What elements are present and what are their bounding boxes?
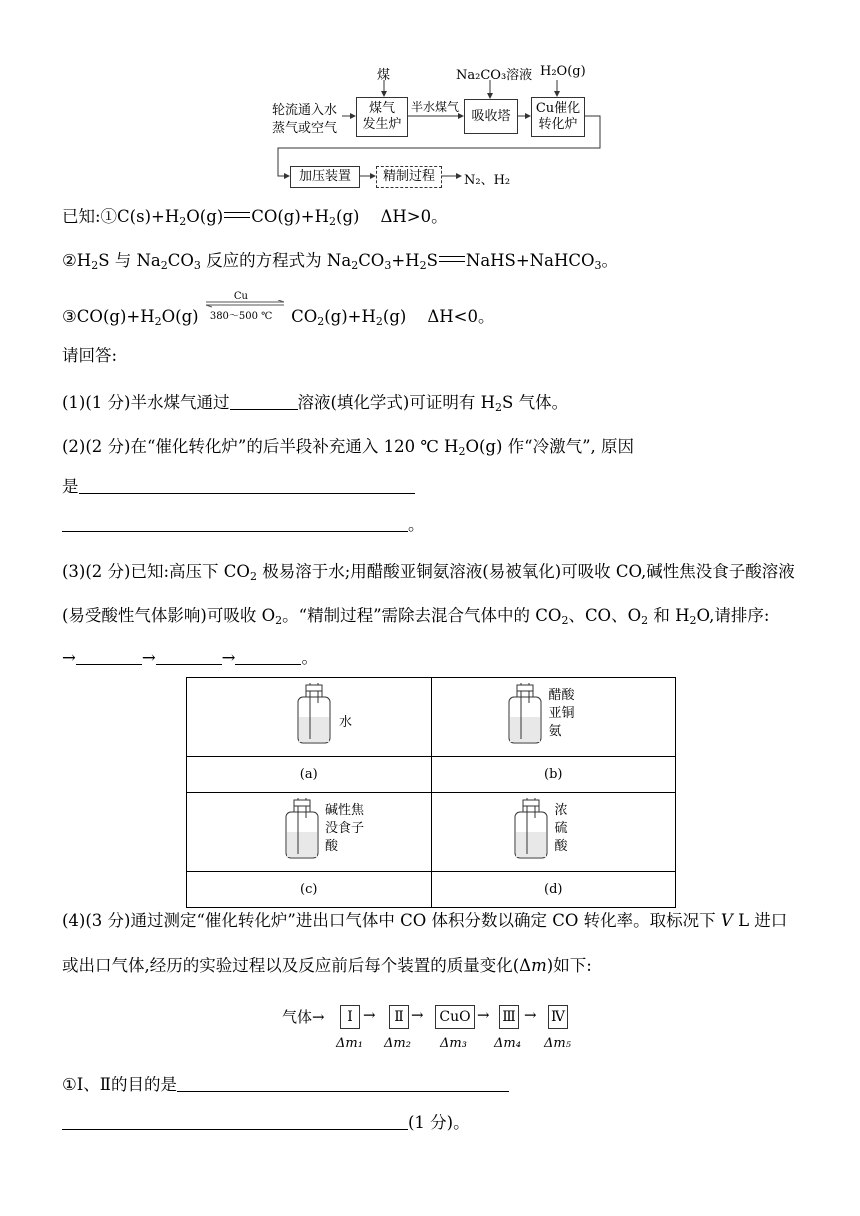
question-2-answer-line-1: 是 <box>62 476 415 498</box>
known-eq-1: 已知$:①C(s)+H_2O(g)$ $CO(g)+H_2(g)$ ΔH>0。 <box>62 207 448 228</box>
label-alkaline-pyrogallol: 碱性焦 没食子 酸 <box>325 803 365 854</box>
ask-prompt: 请回答: <box>62 346 118 365</box>
product-label: N₂、H₂ <box>464 173 511 188</box>
arrow-label-semiwater-gas: 半水煤气 <box>411 100 460 114</box>
label-water: 水 <box>339 715 353 730</box>
apparatus-table <box>186 677 676 908</box>
question-4: (4)(3 分)通过测定“催化转化炉”进出口气体中 CO 体积分数以确定 CO 转化率。取标况下 V L 进口 <box>62 911 788 930</box>
gasifier-label-1: 煤气 <box>368 101 395 116</box>
delta-m3: Δm₃ <box>440 1036 467 1051</box>
equals-sign <box>224 212 250 218</box>
device-3: Ⅲ <box>499 1005 519 1029</box>
answer-blank[interactable] <box>177 1075 509 1092</box>
arrow: → <box>524 1006 537 1024</box>
question-4-sub-1: ①Ⅰ、Ⅱ的目的是 <box>62 1074 509 1096</box>
question-3: (3)(2 分)已知:高压下 $CO_2$ 极易溶于水;用醋酸亚铜氨溶液(易被氧化)可吸收 CO,碱性焦没食子酸溶液 <box>62 562 795 583</box>
device-4: Ⅳ <box>548 1005 568 1029</box>
wash-bottle-icon <box>511 798 551 862</box>
apparatus-a-cell <box>187 678 432 757</box>
apparatus-c-cell <box>187 793 432 872</box>
question-1: (1)(1 分)半水煤气通过 溶液(填化学式)可证明有 $H_2S$ 气体。 <box>62 393 569 414</box>
question-2-answer-line-2: 。 <box>62 514 425 536</box>
question-3-line-2: (易受酸性气体影响)可吸收 $O_2$。“精制过程”需除去混合气体中的 $CO_2$、CO、$O_2$ 和 $H_2O$,请排序: <box>62 606 770 627</box>
answer-blank[interactable] <box>62 515 408 532</box>
label-conc-sulfuric: 浓 硫 酸 <box>554 803 568 854</box>
refine-box: 精制过程 <box>376 166 442 188</box>
device-cuo: CuO <box>435 1005 475 1029</box>
apparatus-d-cell <box>431 793 676 872</box>
known-eq-2: $②H_2S$ 与 $Na_2CO_3$ 反应的方程式为 $Na_2CO_3+H_2S$ NaHS+NaHCO$_3$。 <box>62 251 618 272</box>
pressurize-box: 加压装置 <box>290 166 360 188</box>
catalyst-label: Cu <box>233 291 248 302</box>
answer-blank[interactable] <box>156 648 222 665</box>
device-2: Ⅱ <box>389 1005 409 1029</box>
left-label-1: 轮流通入水 <box>272 103 338 118</box>
gasifier-label-2: 发生炉 <box>362 117 402 132</box>
left-label-2: 蒸气或空气 <box>272 121 338 136</box>
question-3-order: → → → 。 <box>62 648 318 667</box>
wash-bottle-icon <box>294 683 334 747</box>
question-2: (2)(2 分)在“催化转化炉”的后半段补充通入 120 ℃ $H_2O(g)$ 作“冷激气”, 原因 <box>62 437 635 458</box>
arrow: → <box>411 1006 424 1024</box>
delta-m4: Δm₄ <box>494 1036 521 1051</box>
question-4-sub-1-line-2: (1 分)。 <box>62 1112 470 1134</box>
answer-blank[interactable] <box>62 1113 408 1130</box>
input-na2co3: Na₂CO₃溶液 <box>456 68 533 83</box>
arrow: → <box>477 1006 490 1024</box>
reversible-arrow <box>204 291 286 322</box>
caption-c: (c) <box>187 872 432 908</box>
apparatus-b-cell <box>431 678 676 757</box>
equals-sign <box>439 256 465 262</box>
delta-m5: Δm₅ <box>544 1036 571 1051</box>
answer-blank[interactable] <box>230 393 298 410</box>
caption-d: (d) <box>431 872 676 908</box>
temperature-label: 380～500 ℃ <box>209 311 273 322</box>
input-coal: 煤 <box>377 68 391 83</box>
flow-arrows <box>0 0 860 200</box>
device-1: Ⅰ <box>340 1005 360 1029</box>
answer-blank[interactable] <box>235 648 301 665</box>
wash-bottle-icon <box>505 683 545 747</box>
caption-b: (b) <box>431 757 676 793</box>
wash-bottle-icon <box>282 798 322 862</box>
known-eq-3: $③CO(g)+H_2O(g)$ Cu 380～500 ℃ $CO_2(g)+H_2(g)$ ΔH<0。 <box>62 302 494 333</box>
delta-m2: Δm₂ <box>384 1036 411 1051</box>
converter-label-1: Cu催化 <box>535 101 581 116</box>
answer-blank[interactable] <box>79 477 415 494</box>
input-h2o: H₂O(g) <box>540 64 586 79</box>
absorber-box: 吸收塔 <box>464 99 518 134</box>
delta-m1: Δm₁ <box>336 1036 363 1051</box>
gas-label: 气体→ <box>282 1008 325 1026</box>
caption-a: (a) <box>187 757 432 793</box>
answer-blank[interactable] <box>76 648 142 665</box>
converter-label-2: 转化炉 <box>538 117 578 132</box>
arrow: → <box>363 1006 376 1024</box>
label-cuprous-ammonia: 醋酸 亚铜 氨 <box>548 688 575 739</box>
question-4-line-2: 或出口气体,经历的实验过程以及反应前后每个装置的质量变化(Δm)如下: <box>62 956 592 975</box>
